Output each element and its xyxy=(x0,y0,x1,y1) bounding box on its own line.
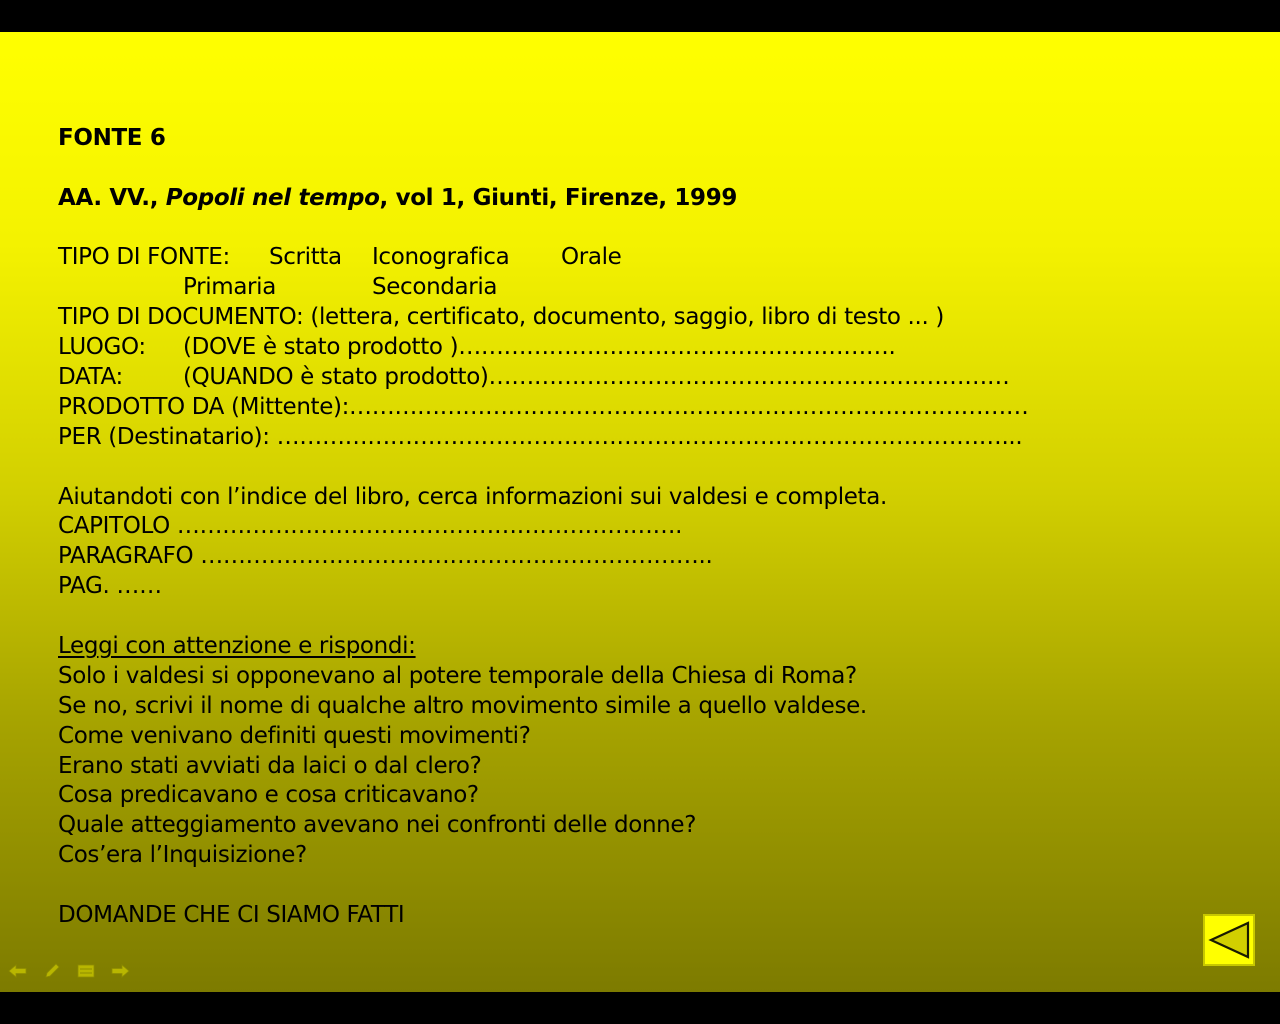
spacer-line xyxy=(58,214,1238,244)
arrow-left-icon[interactable] xyxy=(8,962,28,980)
spacer-line xyxy=(58,94,1238,124)
spacer-line xyxy=(58,871,1238,901)
luogo-row xyxy=(58,333,1238,363)
arrow-right-icon[interactable] xyxy=(110,962,130,980)
option-orale: Orale xyxy=(561,244,622,271)
reference-details: , vol 1, Giunti, Firenze, 1999 xyxy=(379,184,738,211)
menu-icon[interactable] xyxy=(76,962,96,980)
reference-book-title: Popoli nel tempo xyxy=(165,184,380,211)
spacer-line xyxy=(58,154,1238,184)
reference-authors: AA. VV., xyxy=(58,184,166,211)
spacer-line xyxy=(58,453,1238,483)
data-row xyxy=(58,363,1238,393)
option-iconografica: Iconografica xyxy=(372,244,510,271)
pag: PAG. …… xyxy=(58,573,162,600)
back-button[interactable] xyxy=(1203,914,1255,966)
option-primaria: Primaria xyxy=(183,274,276,301)
tipo-fonte-row-2 xyxy=(58,273,1238,303)
slide xyxy=(0,32,1280,992)
slideshow-toolbar xyxy=(8,962,130,980)
slide-content xyxy=(58,94,1238,931)
question-item: Come venivano definiti questi movimenti? xyxy=(58,722,531,749)
data-text: (QUANDO è stato prodotto)…………………………………………………………… xyxy=(183,364,1010,391)
data-label: DATA: xyxy=(58,364,123,391)
question-item: Quale atteggiamento avevano nei confronti delle donne? xyxy=(58,812,697,839)
aiutandoti-instruction: Aiutandoti con l’indice del libro, cerca informazioni sui valdesi e completa. xyxy=(58,483,887,510)
slide-title: FONTE 6 xyxy=(58,124,166,151)
question-item: Erano stati avviati da laici o dal clero? xyxy=(58,752,482,779)
option-scritta: Scritta xyxy=(269,244,342,271)
tipo-documento: TIPO DI DOCUMENTO: (lettera, certificato, documento, saggio, libro di testo ... ) xyxy=(58,304,945,331)
luogo-label: LUOGO: xyxy=(58,334,146,361)
domande-link[interactable]: DOMANDE CHE CI SIAMO FATTI xyxy=(58,902,405,929)
bibliographic-reference xyxy=(58,184,1238,214)
tipo-fonte-label: TIPO DI FONTE: xyxy=(58,244,230,271)
question-item: Cosa predicavano e cosa criticavano? xyxy=(58,782,479,809)
prodotto-da: PRODOTTO DA (Mittente):……………………………………………………………………………… xyxy=(58,393,1029,420)
pen-icon[interactable] xyxy=(42,962,62,980)
capitolo: CAPITOLO …………………………………………………………. xyxy=(58,513,683,540)
leggi-heading: Leggi con attenzione e rispondi: xyxy=(58,633,416,660)
spacer-line xyxy=(58,602,1238,632)
paragrafo: PARAGRAFO ………………………………………………………….. xyxy=(58,543,713,570)
question-item: Se no, scrivi il nome di qualche altro movimento simile a quello valdese. xyxy=(58,692,867,719)
question-item: Solo i valdesi si opponevano al potere temporale della Chiesa di Roma? xyxy=(58,662,857,689)
triangle-left-icon xyxy=(1205,916,1253,964)
luogo-text: (DOVE è stato prodotto )…………………………………………………. xyxy=(183,334,896,361)
option-secondaria: Secondaria xyxy=(372,274,498,301)
per-destinatario: PER (Destinatario): ……………………………………………………………………………………... xyxy=(58,423,1023,450)
question-item: Cos’era l’Inquisizione? xyxy=(58,842,307,869)
tipo-fonte-row xyxy=(58,243,1238,273)
